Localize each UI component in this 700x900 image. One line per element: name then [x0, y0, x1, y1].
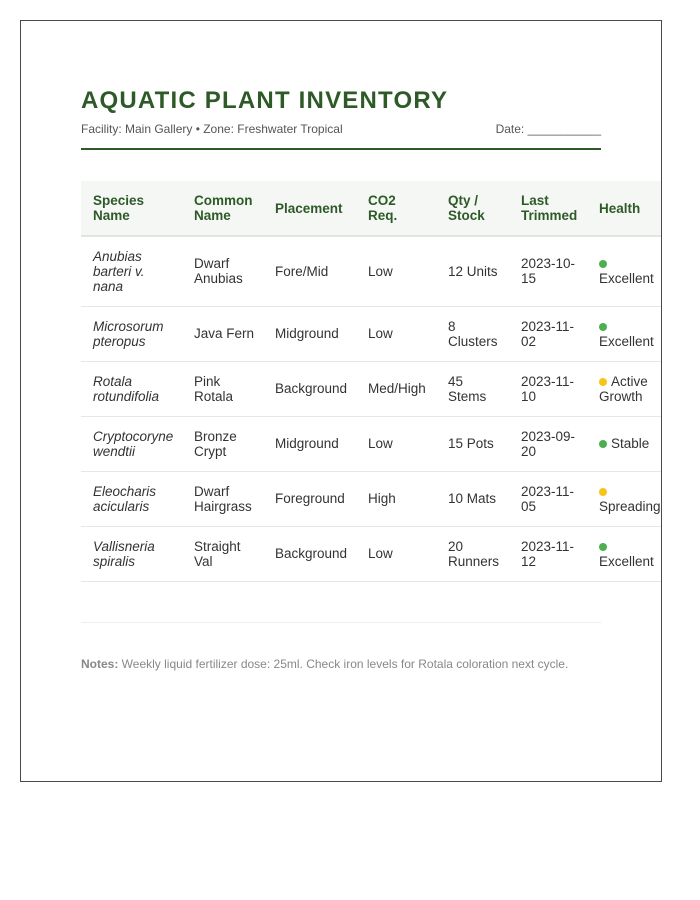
last-trimmed-cell: 2023-11-05: [509, 471, 587, 526]
placement-cell: Background: [263, 526, 356, 581]
placement-cell: Midground: [263, 416, 356, 471]
common-name-cell: Dwarf Anubias: [182, 236, 263, 306]
quantity-cell: 45 Stems: [436, 361, 509, 416]
species-cell: Microsorum pteropus: [81, 306, 182, 361]
placement-cell: Foreground: [263, 471, 356, 526]
inventory-table: [81, 181, 662, 582]
header-health: Health: [587, 181, 662, 236]
common-name-cell: Java Fern: [182, 306, 263, 361]
table-header-row: [81, 181, 662, 236]
health-cell: [587, 361, 662, 416]
co2-cell: High: [356, 471, 436, 526]
common-name-cell: Pink Rotala: [182, 361, 263, 416]
title-divider: [81, 148, 601, 150]
health-status-text: Excellent: [599, 333, 654, 349]
health-cell: [587, 471, 662, 526]
quantity-cell: 15 Pots: [436, 416, 509, 471]
document-page: [20, 20, 662, 782]
common-name-cell: Bronze Crypt: [182, 416, 263, 471]
species-cell: Anubias barteri v. nana: [81, 236, 182, 306]
species-cell: Rotala rotundifolia: [81, 361, 182, 416]
health-cell: [587, 306, 662, 361]
quantity-cell: 8 Clusters: [436, 306, 509, 361]
health-cell: [587, 236, 662, 306]
header-last-trimmed: Last Trimmed: [509, 181, 587, 236]
header-quantity-stock: Qty / Stock: [436, 181, 509, 236]
species-cell: Vallisneria spiralis: [81, 526, 182, 581]
common-name-cell: Straight Val: [182, 526, 263, 581]
health-cell: [587, 416, 662, 471]
last-trimmed-cell: 2023-10-15: [509, 236, 587, 306]
table-row: [81, 416, 662, 471]
health-status-dot-icon: [599, 488, 607, 496]
notes-label: Notes:: [81, 657, 119, 671]
document-meta: [81, 122, 601, 138]
co2-cell: Med/High: [356, 361, 436, 416]
last-trimmed-cell: 2023-11-10: [509, 361, 587, 416]
health-status-dot-icon: [599, 378, 607, 386]
facility-zone-line: Facility: Main Gallery • Zone: Freshwater Tropical: [81, 122, 343, 136]
document-title: AQUATIC PLANT INVENTORY: [81, 87, 449, 114]
health-status-text: Stable: [611, 436, 650, 451]
header-placement: Placement: [263, 181, 356, 236]
table-row: [81, 526, 662, 581]
health-status-dot-icon: [599, 260, 607, 268]
quantity-cell: 10 Mats: [436, 471, 509, 526]
table-row: [81, 236, 662, 306]
quantity-cell: 12 Units: [436, 236, 509, 306]
header-species-name: Species Name: [81, 181, 182, 236]
health-status-dot-icon: [599, 323, 607, 331]
table-row: [81, 471, 662, 526]
placement-cell: Background: [263, 361, 356, 416]
date-field: Date: ___________: [495, 122, 601, 136]
footer-divider: [81, 622, 601, 623]
health-status-dot-icon: [599, 440, 607, 448]
placement-cell: Midground: [263, 306, 356, 361]
health-status-dot-icon: [599, 543, 607, 551]
common-name-cell: Dwarf Hairgrass: [182, 471, 263, 526]
co2-cell: Low: [356, 306, 436, 361]
health-status-text: Active Growth: [599, 373, 648, 404]
notes-text: Weekly liquid fertilizer dose: 25ml. Check iron levels for Rotala coloration next cycle.: [118, 657, 569, 671]
co2-cell: Low: [356, 236, 436, 306]
last-trimmed-cell: 2023-11-12: [509, 526, 587, 581]
species-cell: Eleocharis acicularis: [81, 471, 182, 526]
table-row: [81, 306, 662, 361]
table-row: [81, 361, 662, 416]
last-trimmed-cell: 2023-11-02: [509, 306, 587, 361]
header-co2-requirement: CO2 Req.: [356, 181, 436, 236]
health-status-text: Excellent: [599, 271, 654, 287]
co2-cell: Low: [356, 416, 436, 471]
placement-cell: Fore/Mid: [263, 236, 356, 306]
header-common-name: Common Name: [182, 181, 263, 236]
health-status-text: Excellent: [599, 553, 654, 569]
last-trimmed-cell: 2023-09-20: [509, 416, 587, 471]
health-cell: [587, 526, 662, 581]
species-cell: Cryptocoryne wendtii: [81, 416, 182, 471]
co2-cell: Low: [356, 526, 436, 581]
notes-section: [81, 657, 641, 671]
health-status-text: Spreading: [599, 498, 661, 514]
quantity-cell: 20 Runners: [436, 526, 509, 581]
